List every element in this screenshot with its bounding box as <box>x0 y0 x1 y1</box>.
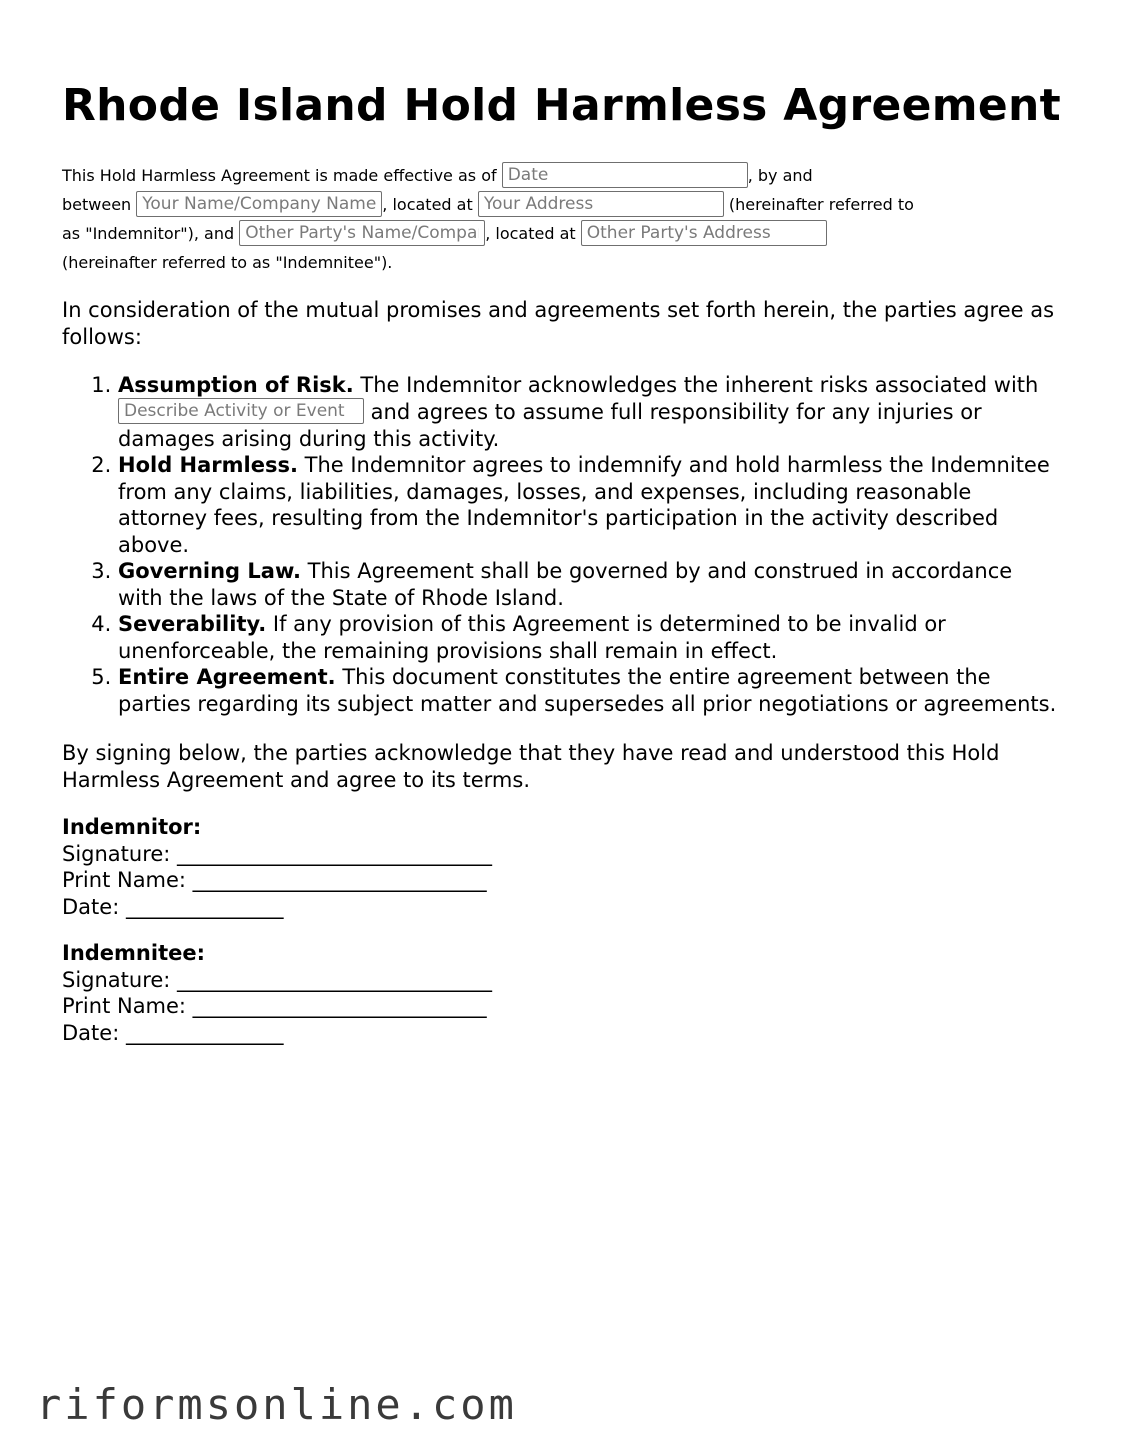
date-line: Date: _______________ <box>62 894 284 919</box>
consideration-paragraph: In consideration of the mutual promises and agreements set forth herein, the parties agree as follows: <box>62 298 1055 349</box>
intro-text: , located at <box>382 195 478 214</box>
signature-line: Signature: ______________________________ <box>62 841 493 866</box>
print-name-line: Print Name: ____________________________ <box>62 994 487 1018</box>
intro-line-4: (hereinafter referred to as "Indemnitee"). <box>62 253 393 272</box>
effective-date-input[interactable] <box>502 162 748 188</box>
indemnitor-signature-block <box>62 814 1062 920</box>
clause-term: Severability. <box>118 612 267 636</box>
clause-text: This document constitutes the entire agreement between the parties regarding its subject matter and supersedes all prior negotiations or agreements. <box>118 665 1057 716</box>
site-watermark: riformsonline.com <box>36 1380 517 1429</box>
clause-text: If any provision of this Agreement is determined to be invalid or unenforceable, the remaining provisions shall remain in effect. <box>118 612 946 663</box>
intro-line-3 <box>62 219 1062 248</box>
clause-term: Assumption of Risk. <box>118 373 354 397</box>
clause-text: The Indemnitor acknowledges the inherent risks associated with <box>353 373 1039 397</box>
clause-term: Entire Agreement. <box>118 665 336 689</box>
clauses-list <box>62 372 1062 717</box>
indemnitee-name-input[interactable] <box>239 220 485 246</box>
indemnitor-name-input[interactable] <box>136 191 382 217</box>
document-title: Rhode Island Hold Harmless Agreement <box>62 80 1061 131</box>
intro-text: This Hold Harmless Agreement is made effective as of <box>62 166 502 185</box>
clause-severability <box>118 611 1062 664</box>
clause-governing-law <box>118 558 1062 611</box>
activity-description-input[interactable] <box>118 398 364 424</box>
document-page <box>62 0 1062 1046</box>
print-name-line: Print Name: ____________________________ <box>62 868 487 892</box>
date-line: Date: _______________ <box>62 1020 284 1045</box>
indemnitor-address-input[interactable] <box>478 191 724 217</box>
clause-entire-agreement <box>118 664 1062 717</box>
indemnitee-address-input[interactable] <box>581 220 827 246</box>
signature-line: Signature: ______________________________ <box>62 967 493 992</box>
clause-text: The Indemnitor agrees to indemnify and hold harmless the Indemnitee from any claims, liabilities, damages, losses, and expenses, including reasonable attorney fees, resulting from the Indemnitor's participation in the activity described above. <box>118 453 1050 557</box>
closing-paragraph: By signing below, the parties acknowledge that they have read and understood this Hold Harmless Agreement and agree to its terms. <box>62 741 1000 792</box>
intro-line-1 <box>62 161 1062 190</box>
signature-heading: Indemnitor: <box>62 815 202 839</box>
clause-term: Hold Harmless. <box>118 453 298 477</box>
intro-line-2 <box>62 190 1062 219</box>
intro-text: , located at <box>485 224 581 243</box>
clause-hold-harmless <box>118 452 1062 558</box>
clause-text: and agrees to assume full responsibility for any injuries or damages arising during this activity. <box>118 399 982 451</box>
indemnitee-signature-block <box>62 940 1062 1046</box>
intro-text: between <box>62 195 137 214</box>
signature-heading: Indemnitee: <box>62 941 205 965</box>
intro-text: as "Indemnitor"), and <box>62 224 240 243</box>
clause-assumption-of-risk <box>118 372 1062 452</box>
clause-term: Governing Law. <box>118 559 301 583</box>
clause-text: This Agreement shall be governed by and construed in accordance with the laws of the State of Rhode Island. <box>118 559 1013 610</box>
intro-text: , by and <box>747 166 813 185</box>
intro-paragraph <box>62 161 1062 277</box>
intro-text: (hereinafter referred to <box>723 195 914 214</box>
